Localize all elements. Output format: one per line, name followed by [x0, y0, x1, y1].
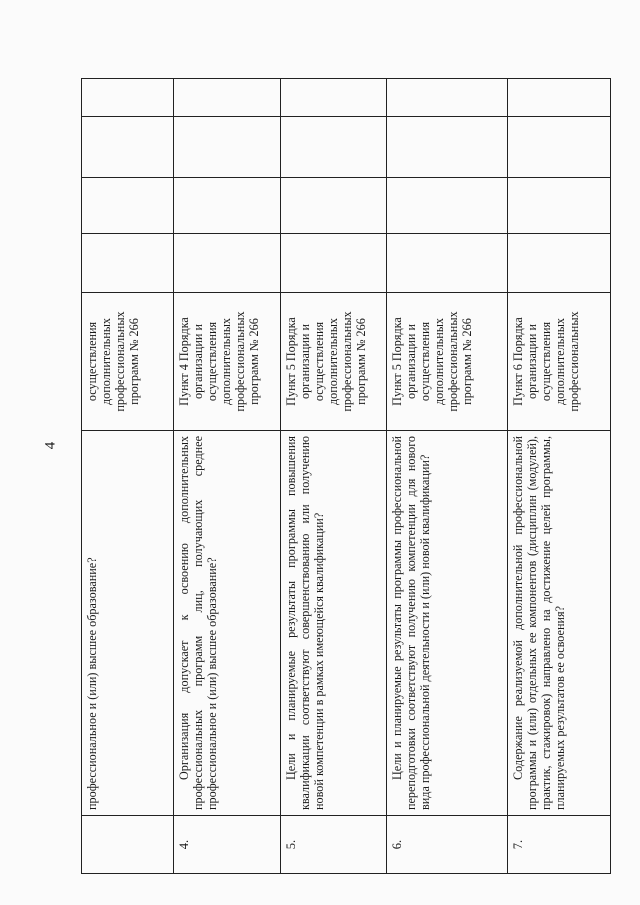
answer-cell: [508, 79, 611, 117]
table-row: [281, 79, 387, 874]
reference-cell: Пункт 5 Порядка организации и осуществления дополнительных профессиональных программ № 266: [281, 293, 387, 431]
answer-cell: [281, 79, 387, 117]
answer-cell: [387, 79, 508, 117]
answer-cell: [82, 178, 174, 234]
answer-cell: [281, 117, 387, 178]
answer-cell: [508, 234, 611, 293]
answer-cell: [174, 178, 281, 234]
checklist-table: [81, 78, 611, 874]
question-cell: Содержание реализуемой дополнительной профессиональной программы и (или) отдельных ее компонентов (дисциплин (модулей), практик, стажировок) направлено на достижение целей программы, планируемых результатов ее освоения?: [508, 431, 611, 816]
answer-cell: [174, 79, 281, 117]
answer-cell: [174, 117, 281, 178]
answer-cell: [82, 79, 174, 117]
reference-cell: Пункт 4 Порядка организации и осуществления дополнительных профессиональных программ № 266: [174, 293, 281, 431]
table-row: [174, 79, 281, 874]
answer-cell: [174, 234, 281, 293]
table-row: [82, 79, 174, 874]
answer-cell: [508, 178, 611, 234]
rotated-table-container: [81, 79, 610, 874]
answer-cell: [508, 117, 611, 178]
reference-cell: осуществления дополнительных профессиональных программ № 266: [82, 293, 174, 431]
answer-cell: [387, 178, 508, 234]
page-number: 4: [42, 441, 59, 450]
reference-cell: Пункт 5 Порядка организации и осуществления дополнительных профессиональных программ № 266: [387, 293, 508, 431]
answer-cell: [281, 178, 387, 234]
row-number: 5.: [281, 816, 387, 874]
answer-cell: [82, 117, 174, 178]
reference-cell: Пункт 6 Порядка организации и осуществления дополнительных профессиональных: [508, 293, 611, 431]
answer-cell: [387, 117, 508, 178]
row-number: [82, 816, 174, 874]
question-cell: профессиональное и (или) высшее образование?: [82, 431, 174, 816]
table-row: [387, 79, 508, 874]
question-cell: Цели и планируемые результаты программы профессиональной переподготовки соответствуют получению компетенции для нового вида профессиональной деятельности и (или) новой квалификации?: [387, 431, 508, 816]
row-number: 4.: [174, 816, 281, 874]
row-number: 6.: [387, 816, 508, 874]
answer-cell: [387, 234, 508, 293]
row-number: 7.: [508, 816, 611, 874]
question-cell: Цели и планируемые результаты программы повышения квалификации соответствуют совершенствованию или получению новой компетенции в рамках имеющейся квалификации?: [281, 431, 387, 816]
table-row: [508, 79, 611, 874]
answer-cell: [281, 234, 387, 293]
answer-cell: [82, 234, 174, 293]
question-cell: Организация допускает к освоению дополнительных профессиональных программ лиц, получающих среднее профессиональное и (или) высшее образование?: [174, 431, 281, 816]
